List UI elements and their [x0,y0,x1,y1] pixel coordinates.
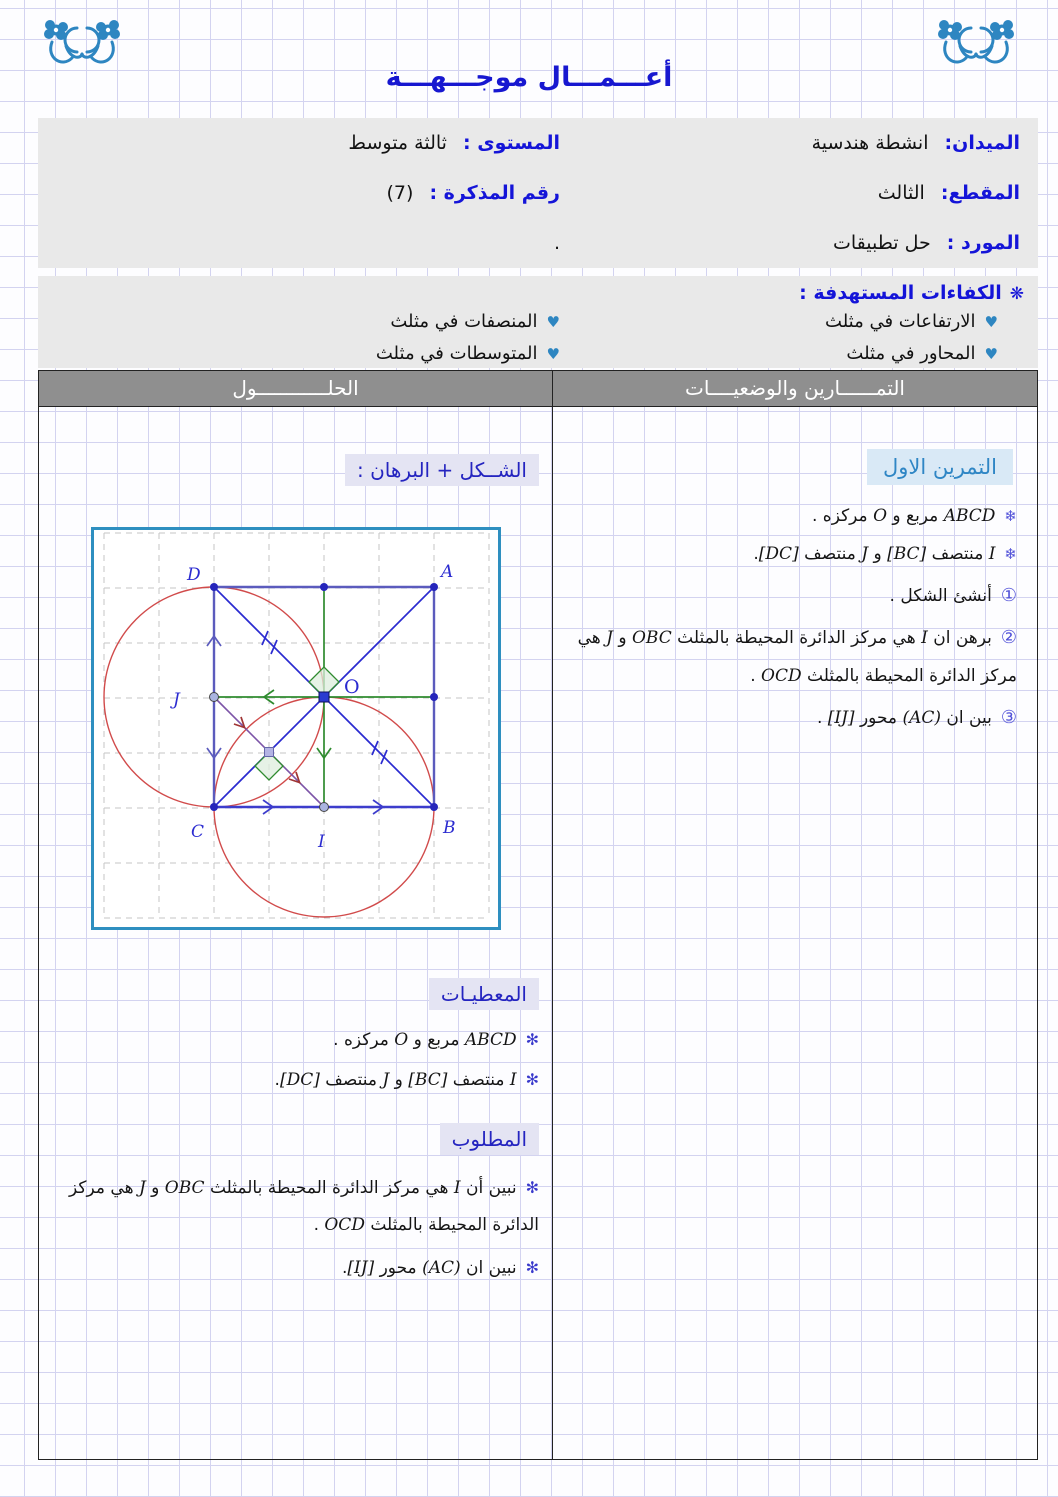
exercise-text: برهن ان I هي مركز الدائرة المحيطة بالمثلث OBC و J هي مركز الدائرة المحيطة بالمثلث OCD . [577,628,1017,686]
competency-label: المنصفات في مثلث [390,311,538,332]
info-column-left [38,118,560,268]
required-lines [49,1169,539,1287]
field-value: ثالثة متوسط [348,132,447,154]
competencies-panel [38,276,1038,368]
required-label: المطلوب [440,1123,539,1155]
info-field-level [38,118,560,168]
required-text: نبين أن I هي مركز الدائرة المحيطة بالمثلث OBC و J هي مركز الدائرة المحيطة بالمثلث OCD . [69,1178,539,1235]
exercise-line [568,699,1017,737]
info-field-memo-number [38,168,560,218]
field-value: الثالث [877,182,925,204]
competency-item [560,306,998,338]
asterisk-bullet-icon: ✻ [525,1178,539,1197]
info-field-domain [560,118,1020,168]
point-A [430,583,438,591]
snowflake-bullet-icon: ❄ [1004,507,1017,525]
field-label: المورد : [946,232,1020,254]
exercises-column [554,407,1037,1459]
field-label: رقم المذكرة : [429,182,560,204]
competencies-grid [38,306,1038,370]
point-JI-CO-midpoint [265,748,274,757]
label-A: A [441,562,454,582]
exercise-line [568,497,1017,535]
info-stray-dot [38,218,560,268]
field-value: (7) [386,182,414,204]
field-label: المقطع: [940,182,1020,204]
info-panel [38,118,1038,268]
required-text: نبين ان (AC) محور [IJ]. [341,1258,517,1278]
header-cell-exercises: التمــــــارين والوضعيــــات [685,376,905,400]
competencies-column-left [38,306,560,370]
point-O [319,692,329,702]
heart-icon: ♥ [984,345,998,363]
givens-label: المعطيـات [429,978,539,1010]
competency-label: المحاور في مثلث [846,343,976,364]
field-value: . [553,232,560,254]
competency-item [560,338,998,370]
exercise-line [568,577,1017,615]
solutions-column [39,407,553,1459]
point-J [210,693,219,702]
heart-icon: ♥ [546,313,560,331]
info-column-right [560,118,1038,268]
givens-text: ABCD مربع و O مركزه . [333,1030,517,1050]
givens-line [51,1020,539,1060]
header-cell-solutions: الحلــــــــــــول [39,371,553,406]
geometry-figure [91,527,501,930]
exercise-line [568,619,1017,695]
field-value: حل تطبيقات [832,232,931,254]
required-line [49,1249,539,1287]
competencies-header-label: الكفاءات المستهدفة : [799,282,1002,304]
competency-label: المتوسطات في مثلث [375,343,538,364]
competencies-header [799,278,1024,309]
givens-line [51,1060,539,1100]
info-field-section [560,168,1020,218]
exercise-text: ABCD مربع و O مركزه . [811,506,996,526]
exercise-text: I منتصف [BC] و J منتصف [DC]. [753,544,996,564]
main-table [38,407,1038,1460]
snowflake-bullet-icon: ❄ [1004,545,1017,563]
page-title: أعـــمـــال موجـــهـــة [385,62,673,93]
competency-label: الارتفاعات في مثلث [825,311,976,332]
field-label: الميدان: [944,132,1020,154]
field-value: انشطة هندسية [811,132,929,154]
point-I [320,803,329,812]
point-D [210,583,218,591]
exercise-lines [554,497,1037,737]
label-B: B [443,818,456,838]
circled-number-icon: ③ [1000,707,1017,728]
exercise-title: التمرين الاول [867,449,1013,485]
shape-proof-label: الشــكل + البرهان : [345,454,539,486]
competencies-column-right [560,306,1038,370]
competency-item [38,338,560,370]
competency-item [38,306,560,338]
label-D: D [187,565,201,585]
columns-header-bar [38,370,1038,407]
circled-number-icon: ① [1000,585,1017,606]
asterisk-bullet-icon: ✻ [525,1258,539,1277]
required-line [49,1169,539,1244]
point-mid-DA [320,583,328,591]
label-O: O [344,676,360,698]
point-mid-AB [430,693,438,701]
exercise-line [568,535,1017,573]
exercise-text: بين ان (AC) محور [IJ] . [816,708,992,728]
star-icon: ❋ [1009,284,1024,304]
givens-lines [51,1020,539,1100]
givens-text: I منتصف [BC] و J منتصف [DC]. [274,1070,517,1090]
asterisk-bullet-icon: ✻ [525,1070,539,1089]
label-J: J [173,690,180,710]
label-C: C [191,822,205,842]
heart-icon: ♥ [984,313,998,331]
point-B [430,803,438,811]
circled-number-icon: ② [1000,627,1017,648]
point-C [210,803,218,811]
heart-icon: ♥ [546,345,560,363]
info-field-resource [560,218,1020,268]
label-I: I [318,832,325,852]
field-label: المستوى : [462,132,560,154]
asterisk-bullet-icon: ✻ [525,1030,539,1049]
exercise-text: أنشئ الشكل . [889,586,992,606]
